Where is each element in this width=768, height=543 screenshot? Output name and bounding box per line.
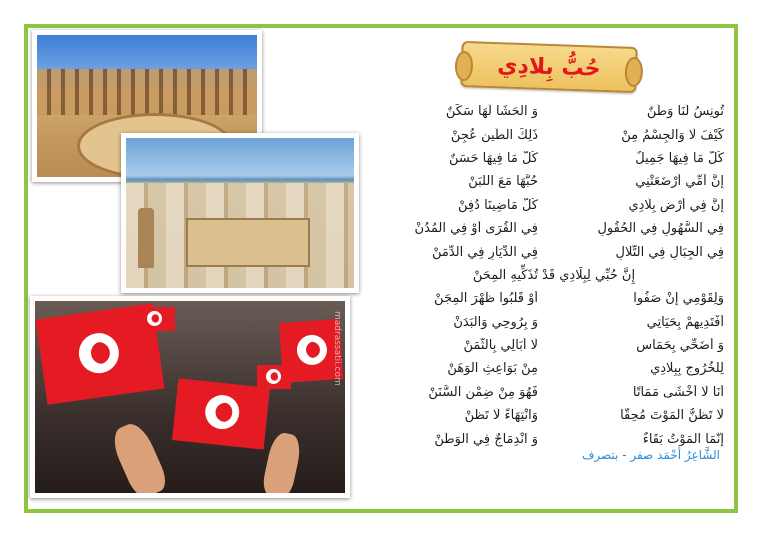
poet-credit: الشَّاعِرُ أَحْمَد صفر - بتصرف [581, 448, 720, 462]
poem [368, 100, 724, 480]
verse: تُونِسُ لَنَا وَطَنٌ وَ الحَشَا لَهَا سَكَنٌ [445, 104, 724, 120]
verse: إِنَّمَا المَوْتُ بَقَاءٌ وَ انْدِمَاجٌ فِي الوَطَنْ [434, 431, 724, 447]
tunisia-flag-icon [172, 378, 270, 449]
verse: أَفْتَدِيهِمْ بِحَيَاتِي وَ بِرُوحِي وَالبَدَنْ [453, 314, 724, 330]
verse: وَ أُضَحِّي بِحَمَاسٍ لَا أُبَالِي بِالثَّمَنْ [463, 338, 724, 354]
refrain-verse: إِنَّ حُبِّي لِبِلَادِي قَدْ تُذَكِّيهِ المِحَنْ [472, 267, 636, 283]
verse: فِي السُّهُولِ فِي الحُقُولِ فِي القُرَى أَوْ فِي المُدُنْ [414, 221, 724, 237]
title-banner [460, 41, 637, 93]
city-photo [121, 133, 359, 293]
crowd-flags-photo [30, 296, 350, 498]
tunisia-flag-icon [135, 307, 175, 331]
verse: إِنَّ أُمِّي أَرْضَعَتْنِي حُبَّهَا مَعَ اللَّبَنْ [468, 174, 724, 190]
verse: وَلِقَوْمِي إِنْ صَفُوا أَوْ قَلَبُوا ظَهْرَ المِجَنْ [434, 291, 724, 307]
verse: لَا تَظُنُّ المَوْتَ مُحِقًّا وَانْتِهَاءً لَا تَظُنْ [464, 408, 724, 424]
watermark: madrassatii.com [332, 311, 342, 386]
verse: إِنَّ فِي أَرْضِ بِلَادِي كُلُّ مَاضِينَا دُفِنْ [458, 197, 724, 213]
verse: كَيْفَ لَا وَالجِسْمُ مِنْ ذَلِكَ الطِّينِ عُجِنْ [450, 127, 724, 143]
verse: فِي الجِبَالِ فِي التِّلَالِ فِي الدِّيَارِ فِي الدِّمَنْ [431, 244, 724, 260]
page-title: حُبُّ بِلادِي [496, 52, 602, 82]
verse: لِلْخُرُوجِ بِبِلَادِي مِنْ بَوَاعِثِ الوَهَنْ [447, 361, 724, 377]
verse: أَنَا لَا أَخْشَى مَمَاتًا فَهُوَ مِنْ ضِمْنِ السُّنَنْ [428, 384, 724, 400]
tunisia-flag-icon [257, 365, 291, 389]
verse: كُلُّ مَا فِيهَا جَمِيلٌ كُلُّ مَا فِيهَا حَسَنٌ [449, 150, 724, 166]
